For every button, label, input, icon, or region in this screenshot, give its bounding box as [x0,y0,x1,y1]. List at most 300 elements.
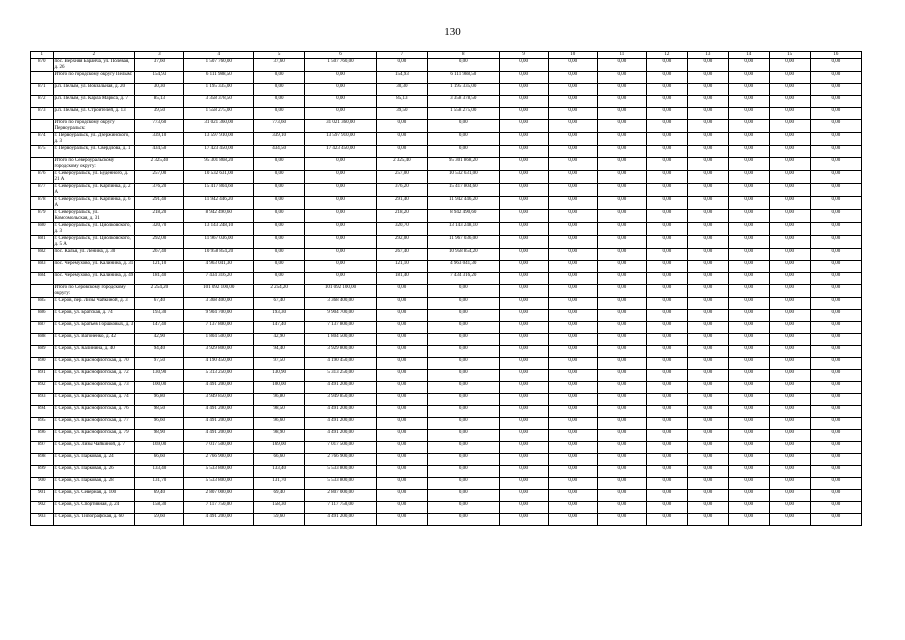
table-cell: г. Североуральск, ул. Циолковского, д. 3 [53,223,135,236]
table-cell: 0,00 [687,223,728,236]
table-cell: 0,00 [499,430,548,442]
table-cell [31,158,54,171]
table-cell: 101 092 100,00 [184,285,254,298]
table-cell: г. Серов, ул. Вагоненко, д. 42 [53,334,135,346]
table-row [31,502,862,514]
table-cell: 773,60 [254,120,305,133]
table-cell: 0,00 [769,358,810,370]
table-cell: 193,30 [135,310,184,322]
table-cell: 0,00 [810,285,861,298]
table-cell: 181,40 [376,273,427,285]
table-row [31,358,862,370]
table-cell: Итого по Североуральскому городскому округу: [53,158,135,171]
table-cell: 0,00 [499,382,548,394]
table-cell: 0,00 [548,418,597,430]
table-cell: 0,00 [499,59,548,72]
table-cell: 0,00 [810,236,861,249]
table-cell: 876 [31,171,54,184]
table-cell: 0,00 [376,322,427,334]
table-cell: 0,00 [769,72,810,84]
table-cell: 4 491 200,00 [305,382,377,394]
table-cell: 0,00 [769,120,810,133]
table-cell: 376,20 [135,184,184,197]
table-cell: 0,00 [427,454,499,466]
table-cell: 0,00 [769,490,810,502]
table-cell: 0,00 [427,382,499,394]
table-cell: 37,60 [254,59,305,72]
table-cell: 0,00 [499,346,548,358]
table-cell: 0,00 [769,133,810,146]
table-cell: 0,00 [548,430,597,442]
table-cell: 3 949 850,00 [184,394,254,406]
table-cell: 0,00 [687,171,728,184]
table-cell: 0,00 [597,322,646,334]
table-cell: 267,40 [135,249,184,261]
table-cell: 0,00 [499,210,548,223]
table-cell: 0,00 [646,261,687,273]
table-cell: 0,00 [597,418,646,430]
table-row [31,84,862,96]
table-cell: 0,00 [254,197,305,210]
table-cell: 0,00 [810,273,861,285]
table-cell: 0,00 [597,490,646,502]
table-cell: 0,00 [305,249,377,261]
table-row [31,478,862,490]
table-cell: 872 [31,96,54,108]
table-cell: 902 [31,502,54,514]
table-cell: 94,40 [135,346,184,358]
table-cell: 0,00 [548,96,597,108]
table-cell: 0,00 [646,478,687,490]
table-cell: г. Серов, ул. Краснофлотская, д. 74 [53,394,135,406]
table-cell: 69,40 [254,490,305,502]
table-cell: 0,00 [646,184,687,197]
table-cell: 0,00 [254,249,305,261]
table-cell: 0,00 [597,210,646,223]
table-cell: 899 [31,466,54,478]
table-cell: 85,13 [135,96,184,108]
table-cell: 0,00 [597,382,646,394]
table-cell: 10 958 854,20 [184,249,254,261]
table-cell: 0,00 [376,358,427,370]
table-cell: 0,00 [646,96,687,108]
table-cell: 0,00 [427,285,499,298]
table-cell: 0,00 [499,394,548,406]
table-cell: 0,00 [810,346,861,358]
table-cell: 0,00 [728,273,769,285]
table-cell: 884 [31,273,54,285]
table-row [31,197,862,210]
table-cell: 0,00 [499,158,548,171]
table-cell: 0,00 [597,502,646,514]
table-cell: 0,00 [687,382,728,394]
table-cell: 0,00 [597,72,646,84]
table-cell: 0,00 [597,273,646,285]
table-cell: 0,00 [548,346,597,358]
table-row [31,133,862,146]
table-cell: 0,00 [305,273,377,285]
table-cell: 0,00 [376,382,427,394]
table-cell: 0,00 [769,158,810,171]
table-cell: 0,00 [427,490,499,502]
table-cell: 0,00 [769,298,810,310]
table-cell: 898 [31,454,54,466]
table-cell: Итого по городскому округу Первоуральск: [53,120,135,133]
table-cell: 888 [31,334,54,346]
table-cell: 67,40 [135,298,184,310]
table-cell: 0,00 [305,184,377,197]
table-cell: 0,00 [499,358,548,370]
table-cell: г. Серов, ул. Краснофлотская, д. 73 [53,382,135,394]
table-cell: пос. Калья, ул. Ленина, д. 30 [53,249,135,261]
table-cell: 0,00 [305,223,377,236]
table-cell: 0,00 [548,502,597,514]
table-cell: 0,00 [646,236,687,249]
table-cell: г. Серов, ул. Краснофлотская, д. 77 [53,418,135,430]
table-cell: 0,00 [728,146,769,158]
table-row [31,261,862,273]
table-cell: 0,00 [427,120,499,133]
column-header: 13 [687,52,728,59]
table-cell: 0,00 [548,210,597,223]
table-cell: 7 017 500,00 [184,442,254,454]
table-cell: 0,00 [810,249,861,261]
column-header: 9 [499,52,548,59]
table-cell: 0,00 [810,334,861,346]
table-cell: 0,00 [687,454,728,466]
table-cell: 0,00 [769,285,810,298]
table-cell: 0,00 [810,133,861,146]
table-cell: 0,00 [810,223,861,236]
table-cell: 97,50 [135,358,184,370]
table-cell: 0,00 [597,310,646,322]
table-cell: 883 [31,261,54,273]
table-cell: 903 [31,514,54,526]
table-cell: 0,00 [254,108,305,120]
table-cell: 0,00 [427,514,499,526]
table-cell: 0,00 [810,96,861,108]
column-header: 8 [427,52,499,59]
table-cell: 0,00 [687,358,728,370]
table-cell: 3 358 378,50 [184,96,254,108]
table-cell: 0,00 [376,394,427,406]
table-cell: 0,00 [376,490,427,502]
table-cell: 0,00 [810,210,861,223]
table-row [31,236,862,249]
table-cell: 0,00 [597,285,646,298]
table-cell: 66,60 [135,454,184,466]
table-cell: 0,00 [769,406,810,418]
table-cell: 257,00 [376,171,427,184]
table-cell: 4 491 200,00 [184,406,254,418]
table-cell: 95 301 868,20 [184,158,254,171]
table-cell: 0,00 [597,146,646,158]
table-cell: 0,00 [499,197,548,210]
table-cell: 0,00 [728,418,769,430]
table-cell: г. Первоуральск, ул. Дзержинского, д. 3 [53,133,135,146]
table-cell: 0,00 [646,133,687,146]
table-cell: 0,00 [769,514,810,526]
table-row [31,382,862,394]
table-cell: 0,00 [810,298,861,310]
table-cell: 0,00 [548,146,597,158]
table-cell: 98,90 [254,430,305,442]
table-cell: 15 417 804,60 [427,184,499,197]
table-row [31,346,862,358]
table-cell: 0,00 [548,490,597,502]
table-cell: 0,00 [305,158,377,171]
table-cell: 0,00 [769,466,810,478]
table-cell: 0,00 [687,84,728,96]
table-cell: г. Серов, ул. Парковая, д. 24 [53,454,135,466]
table-cell: 13 143 248,10 [184,223,254,236]
table-cell: 0,00 [687,370,728,382]
table-cell: 0,00 [254,273,305,285]
table-cell: 0,00 [427,358,499,370]
table-cell: г. Серов, ул. Краснофлотская, д. 76 [53,406,135,418]
table-cell: 0,00 [769,96,810,108]
table-cell: 0,00 [499,442,548,454]
table-row [31,442,862,454]
table-cell: 3 929 800,00 [184,346,254,358]
table-cell: 889 [31,346,54,358]
table-cell: 0,00 [810,514,861,526]
table-cell: 0,00 [548,514,597,526]
table-cell: 0,00 [548,236,597,249]
table-cell: 291,40 [135,197,184,210]
table-cell: 0,00 [305,210,377,223]
table-cell: 0,00 [646,418,687,430]
table-cell: 11 942 446,20 [184,197,254,210]
table-cell: 0,00 [376,370,427,382]
table-cell: 0,00 [499,249,548,261]
table-row [31,406,862,418]
table-cell: 0,00 [499,310,548,322]
table-cell: г. Серов, ул. Парковая, д. 26 [53,466,135,478]
table-cell: 2 766 900,00 [305,454,377,466]
table-cell: 0,00 [810,120,861,133]
table-cell: 17 423 450,00 [184,146,254,158]
table-cell: 0,00 [810,394,861,406]
table-cell: 0,00 [769,502,810,514]
table-cell: 130,90 [254,370,305,382]
table-cell: 0,00 [548,120,597,133]
column-header: 2 [53,52,135,59]
table-cell: 0,00 [427,466,499,478]
table-cell: 96,60 [135,418,184,430]
table-cell: 0,00 [687,418,728,430]
table-cell: 85,13 [376,96,427,108]
table-cell: 0,00 [687,197,728,210]
table-cell: 4 190 450,00 [305,358,377,370]
table-cell: 158,30 [254,502,305,514]
table-cell: 0,00 [254,84,305,96]
table-cell: 0,00 [687,430,728,442]
table-cell [31,285,54,298]
table-cell: 434,50 [254,146,305,158]
table-cell: 154,93 [135,72,184,84]
table-cell: 10 532 631,00 [427,171,499,184]
table-cell: 59,60 [135,514,184,526]
table-cell: 0,00 [728,310,769,322]
table-cell: 0,00 [597,394,646,406]
table-cell: 0,00 [646,490,687,502]
table-cell: 133,40 [135,466,184,478]
table-cell: 0,00 [548,358,597,370]
table-cell: 0,00 [427,478,499,490]
table-cell: 0,00 [499,84,548,96]
table-cell: 0,00 [687,210,728,223]
table-cell: 0,00 [646,171,687,184]
table-cell: 0,00 [687,236,728,249]
table-cell: 0,00 [769,346,810,358]
table-cell: 0,00 [728,490,769,502]
table-cell: 0,00 [376,146,427,158]
table-cell: 0,00 [646,430,687,442]
table-cell: 11 942 446,20 [427,197,499,210]
table-cell: 0,00 [687,334,728,346]
table-cell: г. Серов, ул. Типографская, д. 60 [53,514,135,526]
table-cell: 0,00 [646,249,687,261]
table-cell: 0,00 [769,454,810,466]
column-header: 6 [305,52,377,59]
table-cell: 879 [31,210,54,223]
table-cell: г. Серов, ул. Северная, д. 100 [53,490,135,502]
table-cell: 0,00 [548,171,597,184]
table-cell: 218,20 [135,210,184,223]
table-cell: 339,10 [135,133,184,146]
table-cell: 0,00 [728,158,769,171]
table-cell: 0,00 [728,120,769,133]
table-cell: Итого по Серовскому городскому округу: [53,285,135,298]
header-row [31,52,862,59]
table-cell: 2 807 000,00 [305,490,377,502]
table-cell: 0,00 [597,223,646,236]
table-cell: 0,00 [728,406,769,418]
table-cell: 0,00 [376,478,427,490]
table-cell: 0,00 [810,382,861,394]
table-cell: 0,00 [427,394,499,406]
table-cell: 0,00 [810,59,861,72]
table-cell: 11 967 036,00 [184,236,254,249]
table-cell: 0,00 [646,370,687,382]
table-cell: 0,00 [687,478,728,490]
table-cell: 8 942 490,60 [184,210,254,223]
table-cell: 1 558 275,00 [184,108,254,120]
table-cell: 320,70 [135,223,184,236]
table-cell: 0,00 [376,346,427,358]
table-cell: 39,50 [135,108,184,120]
table-cell: 96,80 [254,394,305,406]
table-row [31,454,862,466]
table-cell: 0,00 [646,502,687,514]
table-cell: 3 929 800,00 [305,346,377,358]
column-header: 11 [597,52,646,59]
table-cell: 0,00 [499,223,548,236]
table-cell: 1 195 335,00 [427,84,499,96]
table-cell: 0,00 [548,158,597,171]
table-cell: 2 766 900,00 [184,454,254,466]
table-cell: 0,00 [597,514,646,526]
table-cell: 871 [31,84,54,96]
table-cell: 0,00 [687,184,728,197]
table-row [31,490,862,502]
table-cell: 0,00 [769,249,810,261]
table-cell: 0,00 [687,133,728,146]
table-cell: 0,00 [254,223,305,236]
table-row [31,298,862,310]
table-row [31,334,862,346]
table-cell: 0,00 [597,454,646,466]
table-cell: 873 [31,108,54,120]
table-cell: 1 804 500,00 [305,334,377,346]
table-cell: 2 325,40 [135,158,184,171]
table-cell: 0,00 [376,334,427,346]
table-cell: 2 325,40 [376,158,427,171]
table-cell: 0,00 [687,406,728,418]
table-cell: 875 [31,146,54,158]
table-cell: 30,30 [135,84,184,96]
table-cell [31,120,54,133]
table-cell: 67,40 [254,298,305,310]
table-cell: 0,00 [687,158,728,171]
table-cell: 292,00 [135,236,184,249]
table-cell: 0,00 [548,133,597,146]
table-cell: 130,90 [135,370,184,382]
table-cell: 0,00 [254,72,305,84]
table-cell: 15 417 804,60 [184,184,254,197]
table-cell: 0,00 [376,133,427,146]
table-cell: 0,00 [810,310,861,322]
table-cell: 121,10 [135,261,184,273]
table-row [31,223,862,236]
table-cell: 0,00 [499,108,548,120]
table-cell: 0,00 [548,382,597,394]
table-cell: 2 254,20 [135,285,184,298]
table-cell: 9 904 700,00 [184,310,254,322]
table-cell: 0,00 [687,72,728,84]
table-cell: 3 368 400,00 [184,298,254,310]
table-cell: 0,00 [597,133,646,146]
table-cell: 4 963 041,30 [184,261,254,273]
table-cell: 901 [31,490,54,502]
table-cell: 257,00 [135,171,184,184]
table-cell: 100,00 [254,382,305,394]
table-cell: 0,00 [728,84,769,96]
table-cell: 181,40 [135,273,184,285]
table-cell: 154,93 [376,72,427,84]
table-cell: 0,00 [810,502,861,514]
column-header: 3 [135,52,184,59]
table-cell: г. Серов, ул. Лизы Чайкиной, д. 7 [53,442,135,454]
table-cell: 0,00 [254,210,305,223]
table-cell: 292,00 [376,236,427,249]
table-cell: 0,00 [427,59,499,72]
table-cell: 0,00 [499,96,548,108]
table-cell: 0,00 [548,285,597,298]
table-cell: 900 [31,478,54,490]
table-cell: 880 [31,223,54,236]
table-row [31,108,862,120]
table-cell: 0,00 [769,59,810,72]
table-cell: 0,00 [376,418,427,430]
table-cell: 0,00 [810,370,861,382]
table-cell: 0,00 [548,466,597,478]
table-cell: 874 [31,133,54,146]
table-cell: г. Первоуральск, ул. Свердлова, д. 1 [53,146,135,158]
table-cell: 0,00 [376,298,427,310]
table-cell: 0,00 [728,96,769,108]
